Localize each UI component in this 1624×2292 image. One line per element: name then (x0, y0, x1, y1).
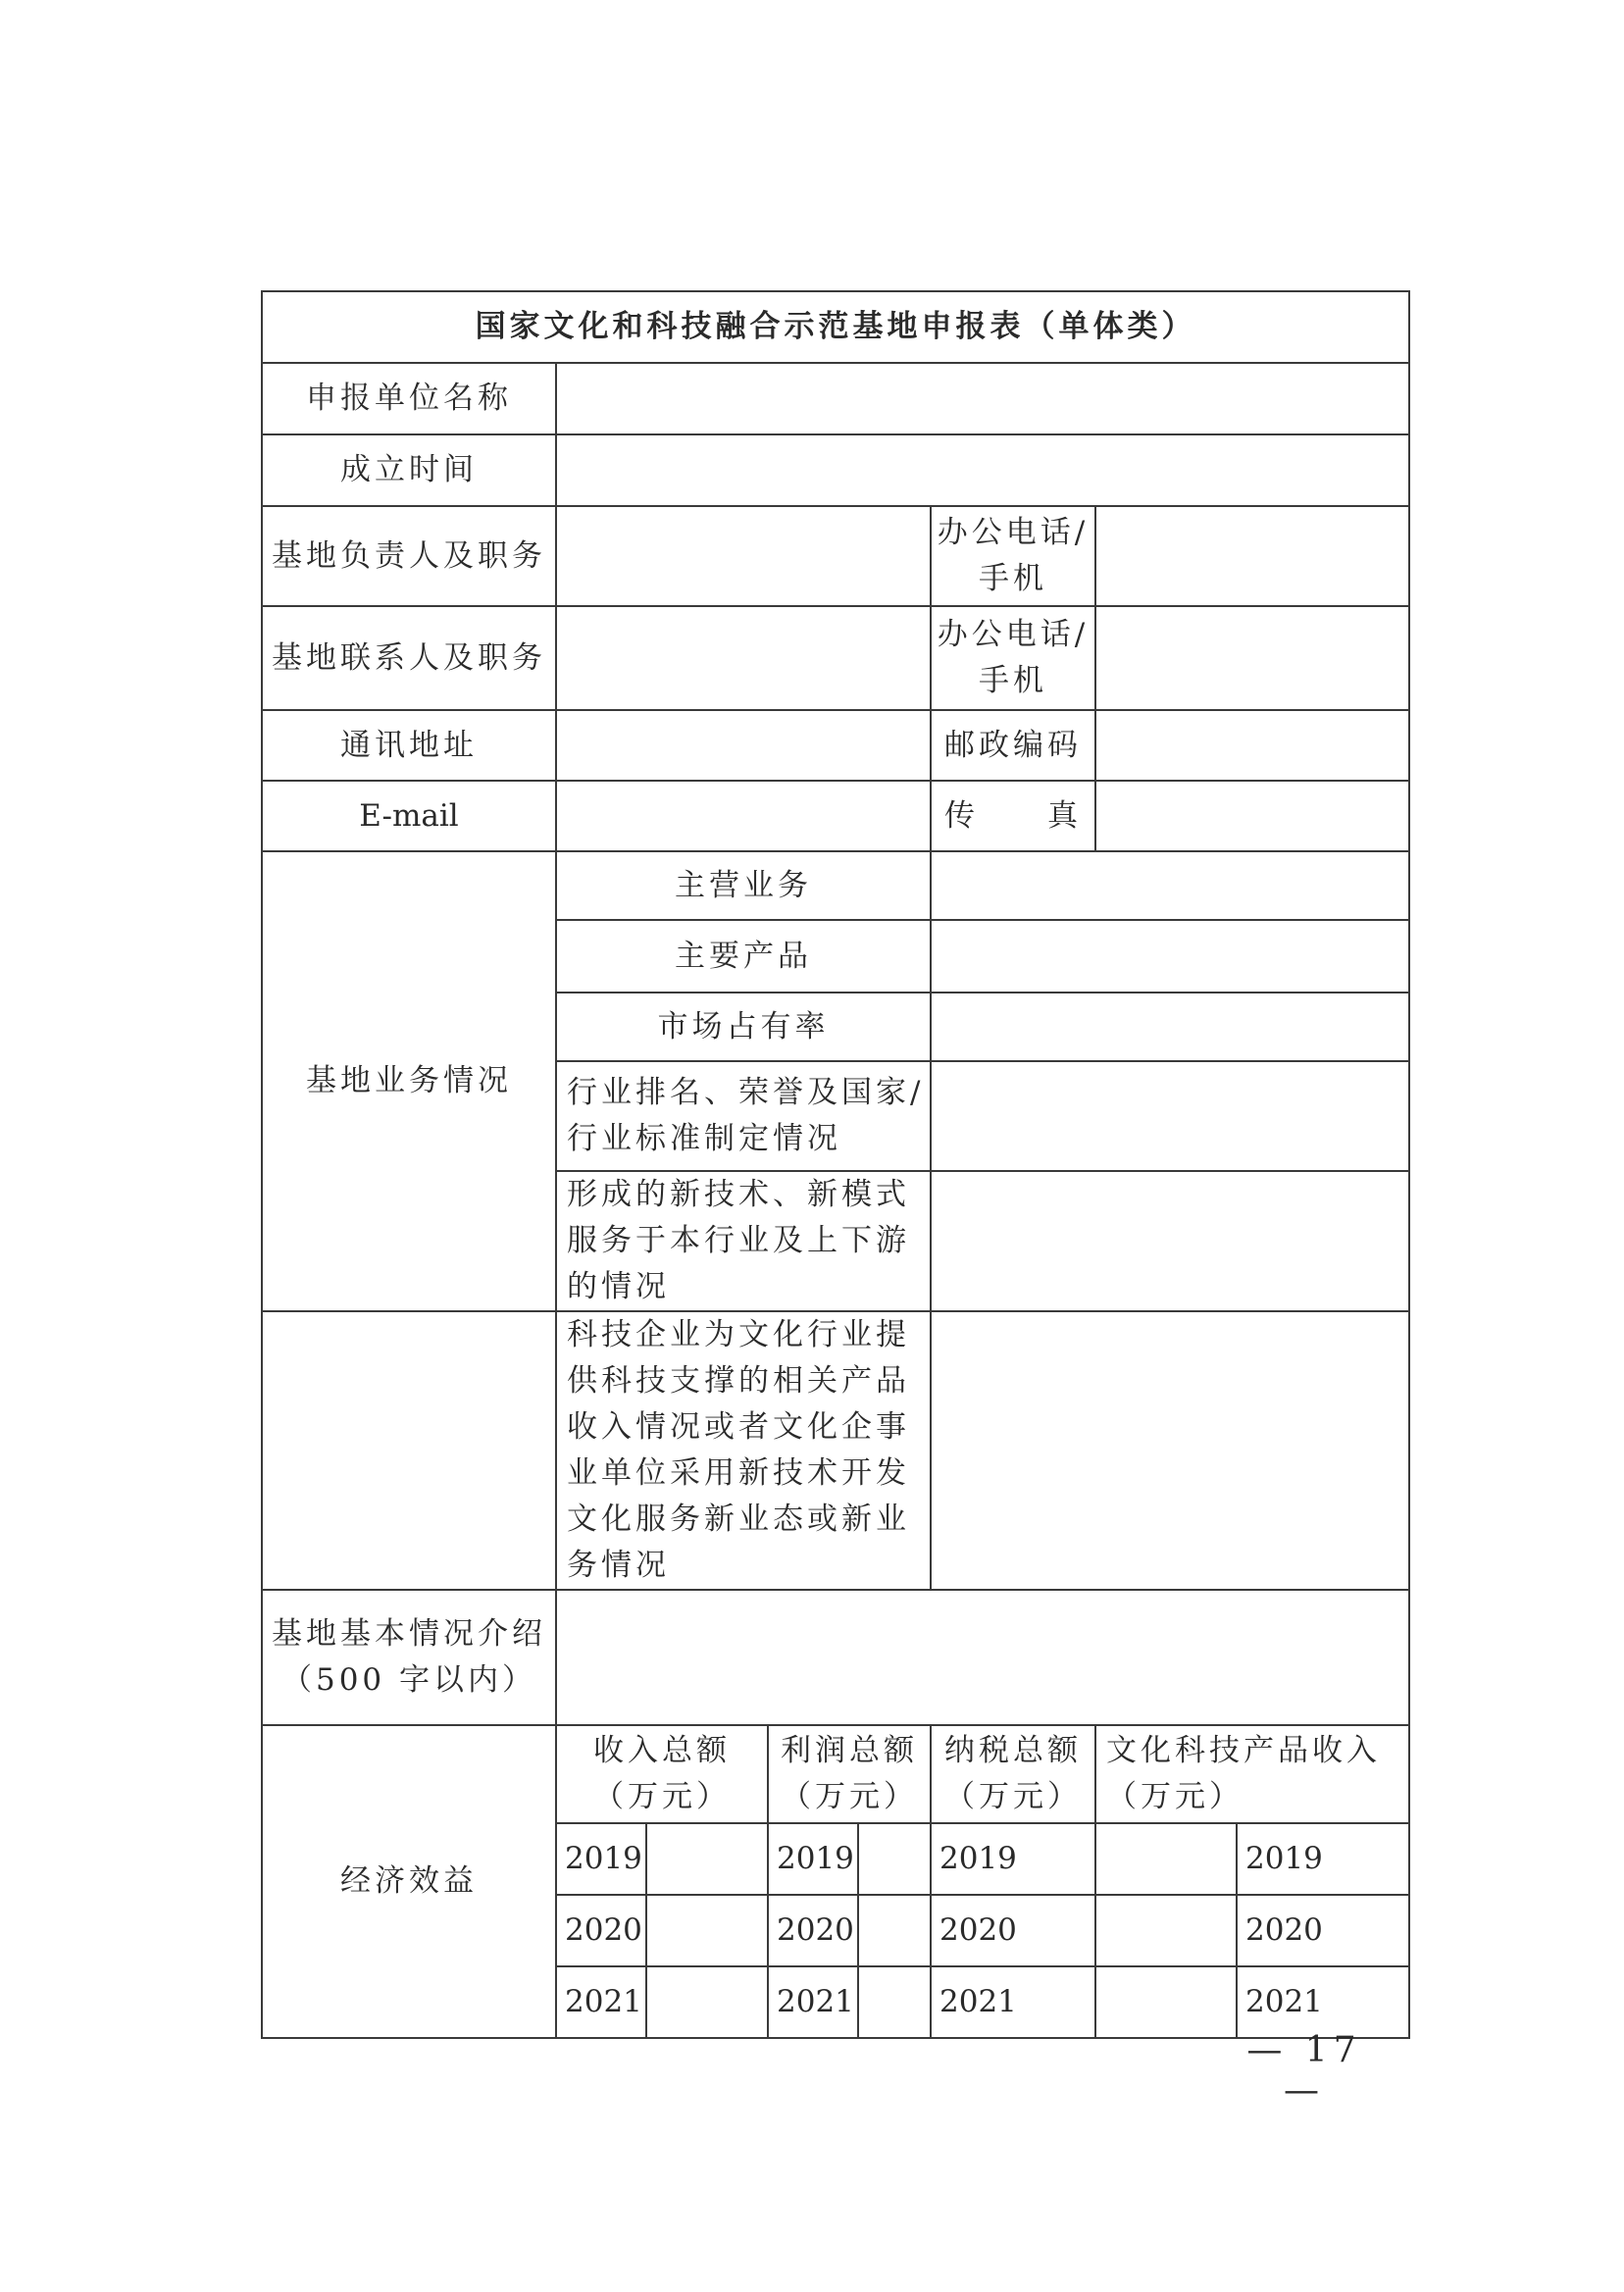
label-leader: 基地负责人及职务 (262, 506, 556, 606)
field-address[interactable] (556, 710, 931, 781)
year-label: 2019 (1237, 1823, 1409, 1895)
label-email: E-mail (262, 781, 556, 851)
header-culture-revenue: 文化科技产品收入（万元） (1095, 1725, 1409, 1823)
label-address: 通讯地址 (262, 710, 556, 781)
field-tax-2020[interactable] (1095, 1895, 1237, 1966)
field-established[interactable] (556, 434, 1409, 506)
field-phone-2[interactable] (1095, 606, 1409, 710)
header-revenue: 收入总额 （万元） (556, 1725, 768, 1823)
field-tax-2019[interactable] (1095, 1823, 1237, 1895)
label-tech-support-blank (262, 1311, 556, 1590)
label-fax: 传 真 (931, 781, 1095, 851)
field-market-share[interactable] (931, 993, 1409, 1061)
header-profit: 利润总额 （万元） (768, 1725, 931, 1823)
label-main-business: 主营业务 (556, 851, 931, 920)
year-label: 2019 (768, 1823, 858, 1895)
field-tech-support[interactable] (931, 1311, 1409, 1590)
field-profit-2019[interactable] (858, 1823, 931, 1895)
page-number: — 17 — (1246, 2030, 1362, 2111)
year-label: 2021 (1237, 1966, 1409, 2038)
field-email[interactable] (556, 781, 931, 851)
year-label: 2020 (556, 1895, 646, 1966)
field-applicant-name[interactable] (556, 363, 1409, 434)
field-new-tech[interactable] (931, 1171, 1409, 1311)
label-economic: 经济效益 (262, 1725, 556, 2038)
field-tax-2021[interactable] (1095, 1966, 1237, 2038)
label-ranking: 行业排名、荣誉及国家/行业标准制定情况 (556, 1061, 931, 1171)
year-label: 2021 (931, 1966, 1095, 2038)
year-label: 2019 (556, 1823, 646, 1895)
field-profit-2020[interactable] (858, 1895, 931, 1966)
field-fax[interactable] (1095, 781, 1409, 851)
application-form-table (261, 290, 1410, 2039)
field-revenue-2020[interactable] (646, 1895, 768, 1966)
year-label: 2021 (768, 1966, 858, 2038)
form-title: 国家文化和科技融合示范基地申报表（单体类） (262, 291, 1409, 363)
header-tax: 纳税总额 （万元） (931, 1725, 1095, 1823)
label-postcode: 邮政编码 (931, 710, 1095, 781)
field-contact[interactable] (556, 606, 931, 710)
field-profit-2021[interactable] (858, 1966, 931, 2038)
field-postcode[interactable] (1095, 710, 1409, 781)
field-leader[interactable] (556, 506, 931, 606)
field-revenue-2021[interactable] (646, 1966, 768, 2038)
label-new-tech: 形成的新技术、新模式服务于本行业及上下游的情况 (556, 1171, 931, 1311)
label-phone-2: 办公电话/ 手机 (931, 606, 1095, 710)
year-label: 2020 (931, 1895, 1095, 1966)
label-business: 基地业务情况 (262, 851, 556, 1311)
label-contact: 基地联系人及职务 (262, 606, 556, 710)
label-applicant-name: 申报单位名称 (262, 363, 556, 434)
label-main-products: 主要产品 (556, 920, 931, 993)
year-label: 2020 (768, 1895, 858, 1966)
field-ranking[interactable] (931, 1061, 1409, 1171)
label-phone-1: 办公电话/ 手机 (931, 506, 1095, 606)
field-phone-1[interactable] (1095, 506, 1409, 606)
field-main-business[interactable] (931, 851, 1409, 920)
label-intro: 基地基本情况介绍 （500 字以内） (262, 1590, 556, 1725)
label-established: 成立时间 (262, 434, 556, 506)
year-label: 2021 (556, 1966, 646, 2038)
field-main-products[interactable] (931, 920, 1409, 993)
label-market-share: 市场占有率 (556, 993, 931, 1061)
field-intro[interactable] (556, 1590, 1409, 1725)
field-revenue-2019[interactable] (646, 1823, 768, 1895)
year-label: 2020 (1237, 1895, 1409, 1966)
label-tech-support: 科技企业为文化行业提供科技支撑的相关产品收入情况或者文化企事业单位采用新技术开发文化服务新业态或新业务情况 (556, 1311, 931, 1590)
year-label: 2019 (931, 1823, 1095, 1895)
